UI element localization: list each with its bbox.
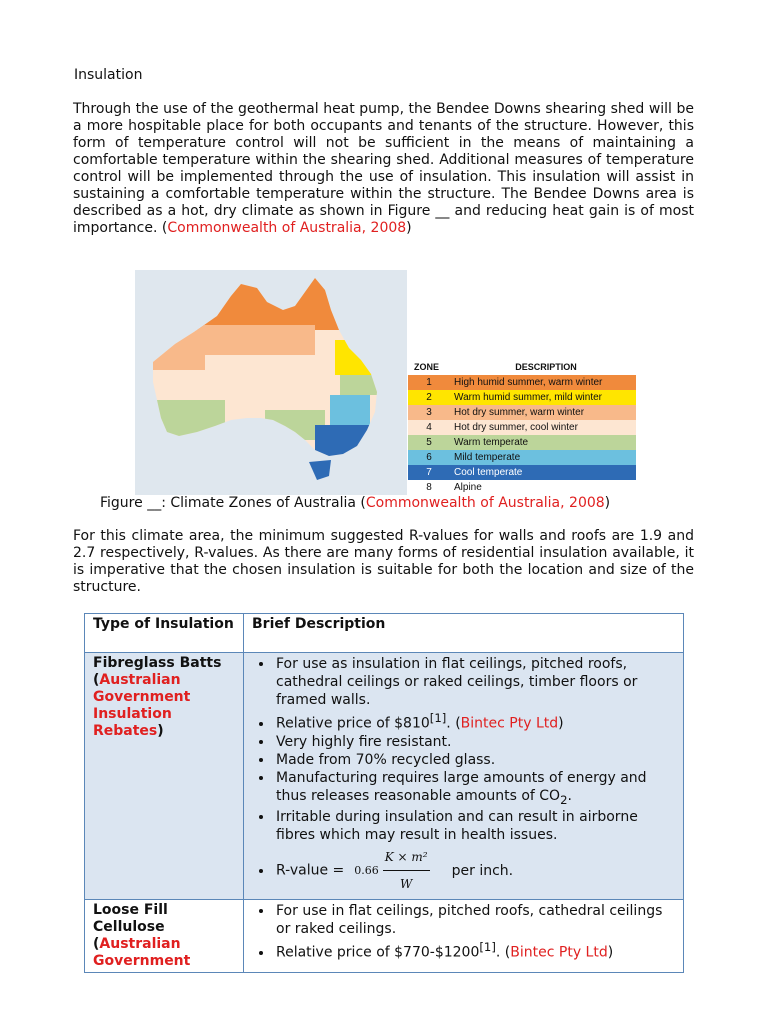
zone-number: 7 — [426, 467, 432, 478]
zone-number: 6 — [426, 452, 432, 463]
legend-zone-header: ZONE — [414, 361, 440, 372]
rvalue-unit: per inch. — [451, 862, 514, 879]
zone-number: 4 — [426, 422, 432, 433]
row-type-cell — [85, 900, 244, 973]
list-item — [274, 709, 675, 733]
zone-number: 1 — [426, 377, 432, 388]
section-heading: Insulation — [74, 67, 143, 83]
legend-header — [408, 358, 768, 375]
legend-description-header: DESCRIPTION — [515, 361, 577, 372]
header-type: Type of Insulation — [85, 614, 244, 653]
zone-description: Hot dry summer, cool winter — [454, 422, 578, 433]
list-item: • Irritable during insulation and can result in airborne fibres which may result in health issues. — [274, 808, 675, 844]
row-description-cell — [244, 653, 684, 900]
row-description-cell — [244, 900, 684, 973]
rvalue-label: R-value = — [276, 862, 345, 879]
citation-link[interactable]: Commonwealth of Australia, 2008 — [167, 220, 407, 236]
rvalue-paragraph: For this climate area, the minimum suggested R-values for walls and roofs are 1.9 and 2.7 respectively, R-values. As there are many forms of residential insulation available, it is imperative that the chosen insulation is suitable for both the location and size of the structure. — [73, 528, 694, 595]
type-reference — [93, 936, 235, 970]
climate-zone-figure — [135, 270, 635, 495]
government-rebates-link[interactable]: Australian Government Insulation Rebates — [93, 672, 191, 739]
bintec-link[interactable]: Bintec Pty Ltd — [460, 715, 559, 732]
table-row — [85, 653, 684, 900]
rvalue-coefficient: 0.66 — [354, 863, 379, 877]
list-item: • For use as insulation in flat ceilings, pitched roofs, cathedral ceilings or raked ceilings, timber floors or framed walls. — [274, 655, 675, 709]
zone-description: Hot dry summer, warm winter — [454, 407, 585, 418]
price-text: Relative price of $810 — [276, 715, 430, 732]
list-item: • Made from 70% recycled glass. — [274, 751, 675, 769]
caption-text: Figure __: Climate Zones of Australia ( — [100, 495, 366, 511]
zone-description: High humid summer, warm winter — [454, 377, 603, 388]
zone-description: Mild temperate — [454, 452, 521, 463]
legend-zone-5 — [408, 435, 636, 450]
co2-text: Manufacturing requires large amounts of energy and thus releases reasonable amounts of CO — [276, 769, 647, 804]
header-description: Brief Description — [244, 614, 684, 653]
list-item: • Very highly fire resistant. — [274, 733, 675, 751]
list-item — [274, 938, 675, 962]
intro-text: Through the use of the geothermal heat pump, the Bendee Downs shearing shed will be a more hospitable place for both occupants and tenants of the structure. However, this form of temperature control will not be sufficient in the means of maintaining a comfortable temperature within the shearing shed. Additional measures of temperature control will be implemented through the use of insulation. This insulation will assist in sustaining a comfortable temperature within the structure. The Bendee Downs area is described as a hot, dry climate as shown in Figure __ and reducing heat gain is of most importance. ( — [73, 101, 694, 236]
legend-zone-2 — [408, 390, 636, 405]
description-list — [252, 902, 675, 962]
legend-zone-1 — [408, 375, 636, 390]
australia-map-image — [135, 270, 407, 495]
figure-caption — [100, 495, 610, 511]
australia-map-graphic — [135, 270, 407, 495]
legend-rows — [408, 375, 768, 495]
zone-description: Warm humid summer, mild winter — [454, 392, 602, 403]
price-sep: . ( — [446, 715, 461, 732]
legend-zone-3 — [408, 405, 636, 420]
zone-number: 8 — [426, 482, 432, 493]
description-list — [252, 655, 675, 897]
type-reference — [93, 672, 235, 740]
table-row — [85, 900, 684, 973]
rvalue-fraction — [383, 844, 430, 897]
footnote-marker: [1] — [479, 940, 496, 955]
fraction-numerator: K × m² — [383, 844, 430, 871]
list-item — [274, 844, 675, 897]
insulation-type-cellulose: Loose Fill Cellulose — [93, 902, 168, 936]
legend-zone-7 — [408, 465, 636, 480]
list-item — [274, 769, 675, 809]
ref-close: ) — [157, 723, 164, 739]
ref-open: ( — [93, 936, 100, 953]
ref-open: ( — [93, 672, 100, 688]
footnote-marker: [1] — [429, 711, 447, 725]
zone-description: Alpine — [454, 482, 482, 493]
price-close: ) — [558, 715, 564, 732]
rvalue-formula — [354, 844, 429, 897]
price-sep: . ( — [495, 945, 511, 962]
zone-number: 2 — [426, 392, 432, 403]
co2-subscript: 2 — [560, 792, 568, 807]
zone-number: 5 — [426, 437, 432, 448]
fraction-denominator: W — [400, 877, 413, 892]
list-item: • For use in flat ceilings, pitched roofs, cathedral ceilings or raked ceilings. — [274, 902, 675, 938]
zone-legend — [408, 358, 768, 495]
insulation-table — [84, 613, 684, 973]
price-text: Relative price of $770-$1200 — [276, 945, 480, 962]
zone-description: Warm temperate — [454, 437, 529, 448]
caption-close: ) — [604, 495, 611, 511]
price-close: ) — [607, 945, 614, 962]
zone-description: Cool temperate — [454, 467, 523, 478]
zone-number: 3 — [426, 407, 432, 418]
bintec-link[interactable]: Bintec Pty Ltd — [510, 945, 608, 962]
caption-citation-link[interactable]: Commonwealth of Australia, 2008 — [365, 495, 605, 511]
insulation-type-fibreglass: Fibreglass Batts — [93, 655, 222, 671]
legend-zone-8 — [408, 480, 636, 495]
legend-zone-4 — [408, 420, 636, 435]
intro-paragraph — [73, 101, 694, 237]
co2-period: . — [567, 787, 572, 804]
table-header-row — [85, 614, 684, 653]
intro-close: ) — [406, 220, 412, 236]
government-link[interactable]: Australian Government — [93, 936, 191, 970]
row-type-cell — [85, 653, 244, 900]
legend-zone-6 — [408, 450, 636, 465]
